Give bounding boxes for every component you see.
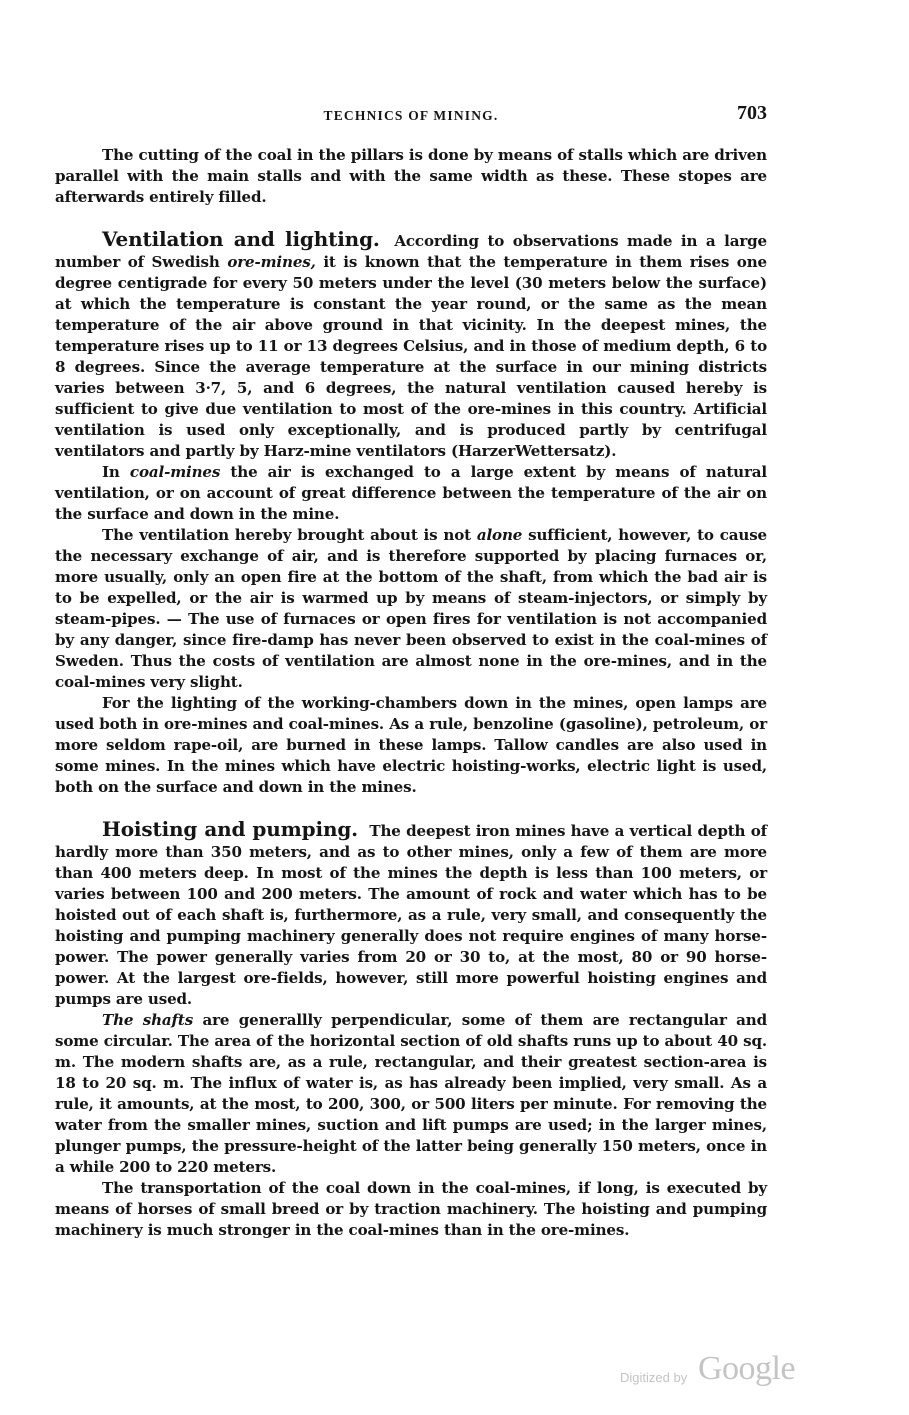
ventilation-paragraph-1: Ventilation and lighting. According to observations made in a large number of Swedish ore-mines, it is known that the temperature in them rises one degree centigrade for every 50 meters under the level (30 meters below the surface) at which the temperature is constant the year round, or the same as the mean temperature of the air above ground in that vicinity. In the deepest mines, the temperature rises up to 11 or 13 degrees Celsius, and in those of medium depth, 6 to 8 degrees. Since the average temperature at the surface in our mining districts varies between 3·7, 5, and 6 degrees, the natural ventilation caused hereby is sufficient to give due ventilation to most of the ore-mines in this country. Artificial ventilation is used only exceptionally, and is produced partly by centrifugal ventilators and partly by Harz-mine ventilators (HarzerWettersatz). bbox=[55, 227, 768, 460]
digitized-watermark bbox=[620, 1350, 810, 1390]
lighting-paragraph: For the lighting of the working-chambers down in the mines, open lamps are used both in ore-mines and coal-mines. As a rule, benzoline (gasoline), petroleum, or more seldom rape-oil, are burned in these lamps. Tallow candles are also used in some mines. In the mines which have electric hoisting-works, electric light is used, both on the surface and down in the mines. bbox=[55, 694, 767, 796]
ventilation-heading: Ventilation and lighting. bbox=[102, 227, 380, 251]
running-head-title: TECHNICS OF MINING. bbox=[323, 108, 499, 123]
ventilation-paragraph-3: The ventilation hereby brought about is not alone sufficient, however, to cause the necessary exchange of air, and is therefore supported by placing furnaces or, more usually, only an open fire at the bottom of the shaft, from which the bad air is to be expelled, or the air is warmed up by means of steam-injectors, or simply by steam-pipes. — The use of furnaces or open fires for ventilation is not accompanied by any danger, since fire-damp has never been observed to exist in the coal-mines of Sweden. Thus the costs of ventilation are almost none in the ore-mines, and in the coal-mines very slight. bbox=[55, 526, 767, 691]
running-head bbox=[55, 104, 767, 130]
section-spacer bbox=[55, 208, 767, 229]
hoisting-paragraph-1: Hoisting and pumping. The deepest iron mines have a vertical depth of hardly more than 350 meters, and as to other mines, only a few of them are more than 400 meters deep. In most of the mines the depth is less than 100 meters, or varies between 100 and 200 meters. The amount of rock and water which has to be hoisted out of each shaft is, furthermore, as a rule, very small, and consequently the hoisting and pumping machinery generally does not require engines of many horse-power. The power generally varies from 20 or 30 to, at the most, 80 or 90 horse-power. At the largest ore-fields, however, still more powerful hoisting engines and pumps are used. bbox=[55, 817, 767, 1008]
body-text bbox=[55, 145, 767, 1241]
google-logo: Google bbox=[698, 1350, 796, 1387]
page-number: 703 bbox=[737, 102, 767, 124]
section-spacer bbox=[55, 798, 767, 819]
shafts-paragraph: The shafts are generallly perpendicular, some of them are rectangular and some circular. The area of the horizontal section of old shafts runs up to about 40 sq. m. The modern shafts are, as a rule, rectangular, and their greatest section-area is 18 to 20 sq. m. The influx of water is, as has already been implied, very small. As a rule, it amounts, at the most, to 200, 300, or 500 liters per minute. For removing the water from the smaller mines, suction and lift pumps are used; in the larger mines, plunger pumps, the pressure-height of the latter being generally 150 meters, once in a while 200 to 220 meters. bbox=[55, 1011, 768, 1176]
transportation-paragraph: The transportation of the coal down in the coal-mines, if long, is executed by means of horses of small breed or by traction machinery. The hoisting and pumping machinery is much stronger in the coal-mines than in the ore-mines. bbox=[55, 1179, 768, 1239]
watermark-prefix: Digitized by bbox=[620, 1370, 688, 1385]
intro-paragraph: The cutting of the coal in the pillars is done by means of stalls which are driven parallel with the main stalls and with the same width as these. These stopes are afterwards entirely filled. bbox=[55, 146, 767, 206]
ventilation-paragraph-2: In coal-mines the air is exchanged to a large extent by means of natural ventilation, or on account of great difference between the temperature of the air on the surface and down in the mine. bbox=[55, 463, 768, 523]
hoisting-heading: Hoisting and pumping. bbox=[102, 817, 358, 841]
